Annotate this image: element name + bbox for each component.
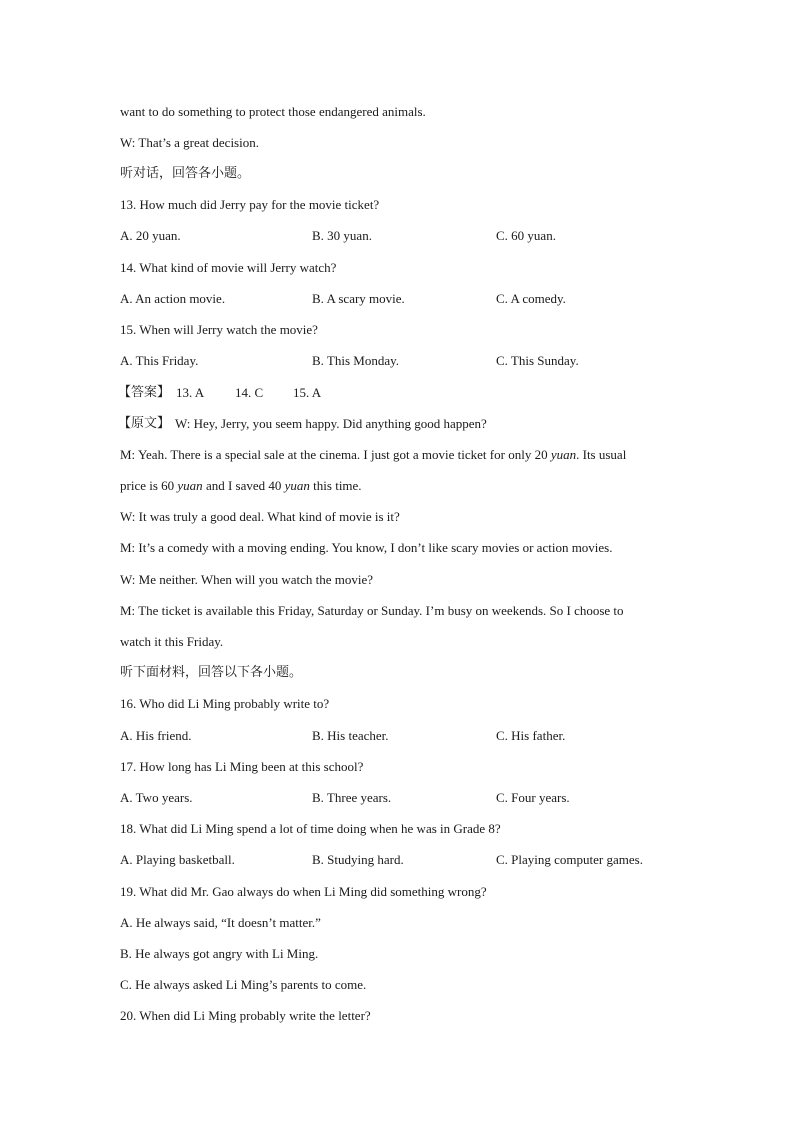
question-16: 16. Who did Li Ming probably write to? — [120, 696, 330, 711]
text-italic: yuan — [284, 478, 310, 493]
option-18b: B. Studying hard. — [312, 852, 404, 867]
option-19b: B. He always got angry with Li Ming. — [120, 946, 319, 961]
option-18a: A. Playing basketball. — [120, 852, 235, 867]
option-19a: A. He always said, “It doesn’t matter.” — [120, 915, 321, 930]
transcript-line: W: Hey, Jerry, you seem happy. Did anything good happen? — [175, 416, 487, 431]
question-17: 17. How long has Li Ming been at this school? — [120, 759, 364, 774]
text-italic: yuan — [550, 447, 577, 462]
transcript-line: W: Me neither. When will you watch the movie? — [120, 572, 374, 587]
text-span: this time. — [309, 478, 362, 493]
answer-14: 14. C — [235, 385, 264, 400]
option-17a: A. Two years. — [120, 790, 193, 805]
text-span: price is 60 — [120, 478, 178, 493]
answer-label: 【答案】 — [118, 385, 171, 400]
question-19: 19. What did Mr. Gao always do when Li Ming did something wrong? — [120, 884, 487, 899]
option-16b: B. His teacher. — [312, 728, 389, 743]
text-italic: yuan — [177, 478, 203, 493]
text-span: . Its usual — [576, 447, 627, 462]
transcript-line: M: The ticket is available this Friday, Saturday or Sunday. I’m busy on weekends. So I choose to — [120, 603, 624, 618]
text-line: want to do something to protect those endangered animals. — [120, 104, 426, 119]
transcript-label: 【原文】 — [118, 416, 171, 431]
option-14a: A. An action movie. — [120, 291, 226, 306]
option-14b: B. A scary movie. — [312, 291, 405, 306]
question-13: 13. How much did Jerry pay for the movie ticket? — [120, 197, 380, 212]
option-13b: B. 30 yuan. — [312, 228, 372, 243]
option-18c: C. Playing computer games. — [496, 852, 643, 867]
option-13c: C. 60 yuan. — [496, 228, 556, 243]
transcript-line — [120, 476, 362, 496]
option-16c: C. His father. — [496, 728, 566, 743]
transcript-line: watch it this Friday. — [120, 634, 224, 649]
text-line: W: That’s a great decision. — [120, 135, 259, 150]
option-19c: C. He always asked Li Ming’s parents to come. — [120, 977, 367, 992]
option-17b: B. Three years. — [312, 790, 392, 805]
transcript-line: M: It’s a comedy with a moving ending. You know, I don’t like scary movies or action movies. — [120, 540, 613, 555]
text-span: M: Yeah. There is a special sale at the cinema. I just got a movie ticket for only 20 — [120, 447, 551, 462]
question-14: 14. What kind of movie will Jerry watch? — [120, 260, 337, 275]
question-15: 15. When will Jerry watch the movie? — [120, 322, 318, 337]
section-heading: 听对话，回答各小题。 — [120, 166, 251, 181]
option-13a: A. 20 yuan. — [120, 228, 181, 243]
option-17c: C. Four years. — [496, 790, 570, 805]
answer-15: 15. A — [293, 385, 322, 400]
transcript-line: W: It was truly a good deal. What kind of movie is it? — [120, 509, 400, 524]
option-15b: B. This Monday. — [312, 353, 400, 368]
option-15c: C. This Sunday. — [496, 353, 579, 368]
text-span: and I saved 40 — [202, 478, 285, 493]
transcript-line — [120, 445, 626, 465]
question-18: 18. What did Li Ming spend a lot of time doing when he was in Grade 8? — [120, 821, 501, 836]
question-20: 20. When did Li Ming probably write the letter? — [120, 1008, 371, 1023]
option-15a: A. This Friday. — [120, 353, 199, 368]
option-16a: A. His friend. — [120, 728, 192, 743]
section-heading: 听下面材料，回答以下各小题。 — [120, 665, 303, 680]
answer-13: 13. A — [176, 385, 205, 400]
option-14c: C. A comedy. — [496, 291, 566, 306]
